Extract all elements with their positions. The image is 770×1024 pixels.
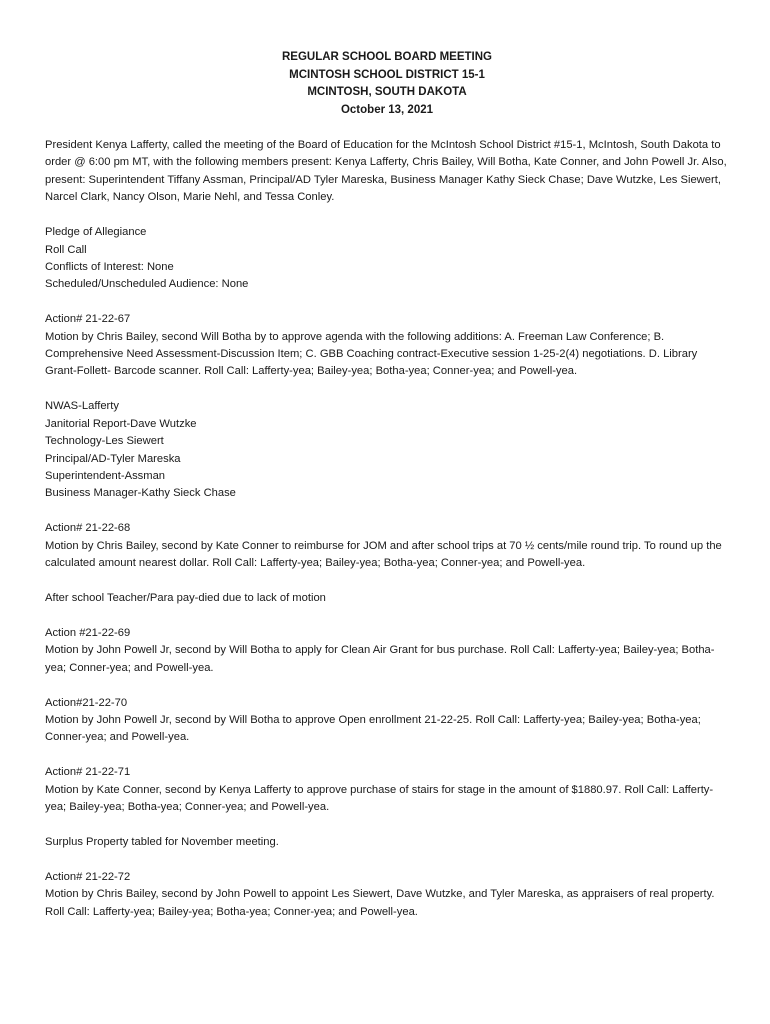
action-text: Motion by John Powell Jr, second by Will Botha to apply for Clean Air Grant for bus purchase. Roll Call: Lafferty-yea; Bailey-yea; Botha-yea; Conner-yea; and Powell-yea. — [45, 644, 715, 674]
action-text: Motion by Chris Bailey, second Will Botha by to approve agenda with the following additions: A. Freeman Law Conference; B. Comprehensive Need Assessment-Discussion Item; C. GBB Coaching contract-Executive session 1-25-2(4) negotiations. D. Library Grant-Follett- Barcode scanner. Roll Call: Lafferty-yea; Bailey-yea; Botha-yea; Conner-yea; and Powell-yea. — [45, 330, 698, 378]
header-location: MCINTOSH, SOUTH DAKOTA — [307, 86, 467, 98]
action-21-22-70 — [45, 695, 729, 747]
action-21-22-67 — [45, 311, 729, 381]
action-21-22-71 — [45, 764, 729, 816]
report-item: Janitorial Report-Dave Wutzke — [45, 417, 197, 430]
report-item: Superintendent-Assman — [45, 470, 166, 482]
action-text: Motion by Chris Bailey, second by Kate Conner to reimburse for JOM and after school trips at 70 ½ cents/mile round trip. To round up the calculated amount nearest dollar. Roll Call: Lafferty-yea; Bailey-yea; Botha-yea; Conner-yea; and Powell-yea. — [45, 539, 722, 570]
action-title: Action #21-22-69 — [45, 626, 131, 639]
note-teacher-pay: After school Teacher/Para pay-died due to lack of motion — [45, 592, 326, 605]
action-title: Action# 21-22-67 — [45, 313, 131, 326]
action-21-22-72 — [45, 869, 729, 921]
action-title: Action#21-22-70 — [45, 696, 128, 709]
header-date: October 13, 2021 — [340, 103, 434, 116]
report-item: Principal/AD-Tyler Mareska — [45, 452, 181, 465]
action-title: Action# 21-22-68 — [45, 522, 131, 535]
opening-item: Pledge of Allegiance — [45, 226, 147, 239]
action-title: Action# 21-22-72 — [45, 871, 131, 883]
note-surplus-property: Surplus Property tabled for November meeting. — [45, 836, 279, 849]
minutes-page — [45, 49, 729, 939]
action-21-22-69 — [45, 625, 729, 677]
opening-items — [45, 224, 729, 294]
opening-item: Scheduled/Unscheduled Audience: None — [45, 278, 249, 291]
report-item: NWAS-Lafferty — [45, 400, 119, 413]
opening-item: Roll Call — [45, 243, 87, 256]
intro-paragraph: President Kenya Lafferty, called the meeting of the Board of Education for the McIntosh School District #15-1, McIntosh, South Dakota to order @ 6:00 pm MT, with the following members present: Kenya Lafferty, Chris Bailey, Will Botha, Kate Conner, and John Powell Jr. Also, present: Superintendent Tiffany Assman, Principal/AD Tyler Mareska, Business Manager Kathy Sieck Chase; Dave Wutzke, Les Siewert, Narcel Clark, Nancy Olson, Marie Nehl, and Tessa Conley. — [45, 139, 727, 204]
action-text: Motion by Kate Conner, second by Kenya Lafferty to approve purchase of stairs for stage in the amount of $1880.97. Roll Call: Lafferty-yea; Bailey-yea; Botha-yea; Conner-yea; and Powell-yea. — [45, 783, 714, 814]
document-header — [45, 49, 729, 119]
action-text: Motion by Chris Bailey, second by John Powell to appoint Les Siewert, Dave Wutzke, and Tyler Mareska, as appraisers of real property. Roll Call: Lafferty-yea; Bailey-yea; Botha-yea; Conner-yea; and Powell-yea. — [45, 888, 715, 918]
report-item: Technology-Les Siewert — [45, 435, 164, 448]
action-21-22-68 — [45, 520, 729, 572]
action-text: Motion by John Powell Jr, second by Will Botha to approve Open enrollment 21-22-25. Roll Call: Lafferty-yea; Bailey-yea; Botha-yea; Conner-yea; and Powell-yea. — [45, 714, 701, 744]
header-title: REGULAR SCHOOL BOARD MEETING — [282, 51, 492, 63]
report-item: Business Manager-Kathy Sieck Chase — [45, 487, 236, 500]
header-district: MCINTOSH SCHOOL DISTRICT 15-1 — [289, 68, 485, 81]
action-title: Action# 21-22-71 — [45, 766, 131, 779]
reports-list — [45, 398, 729, 502]
opening-item: Conflicts of Interest: None — [45, 260, 174, 273]
